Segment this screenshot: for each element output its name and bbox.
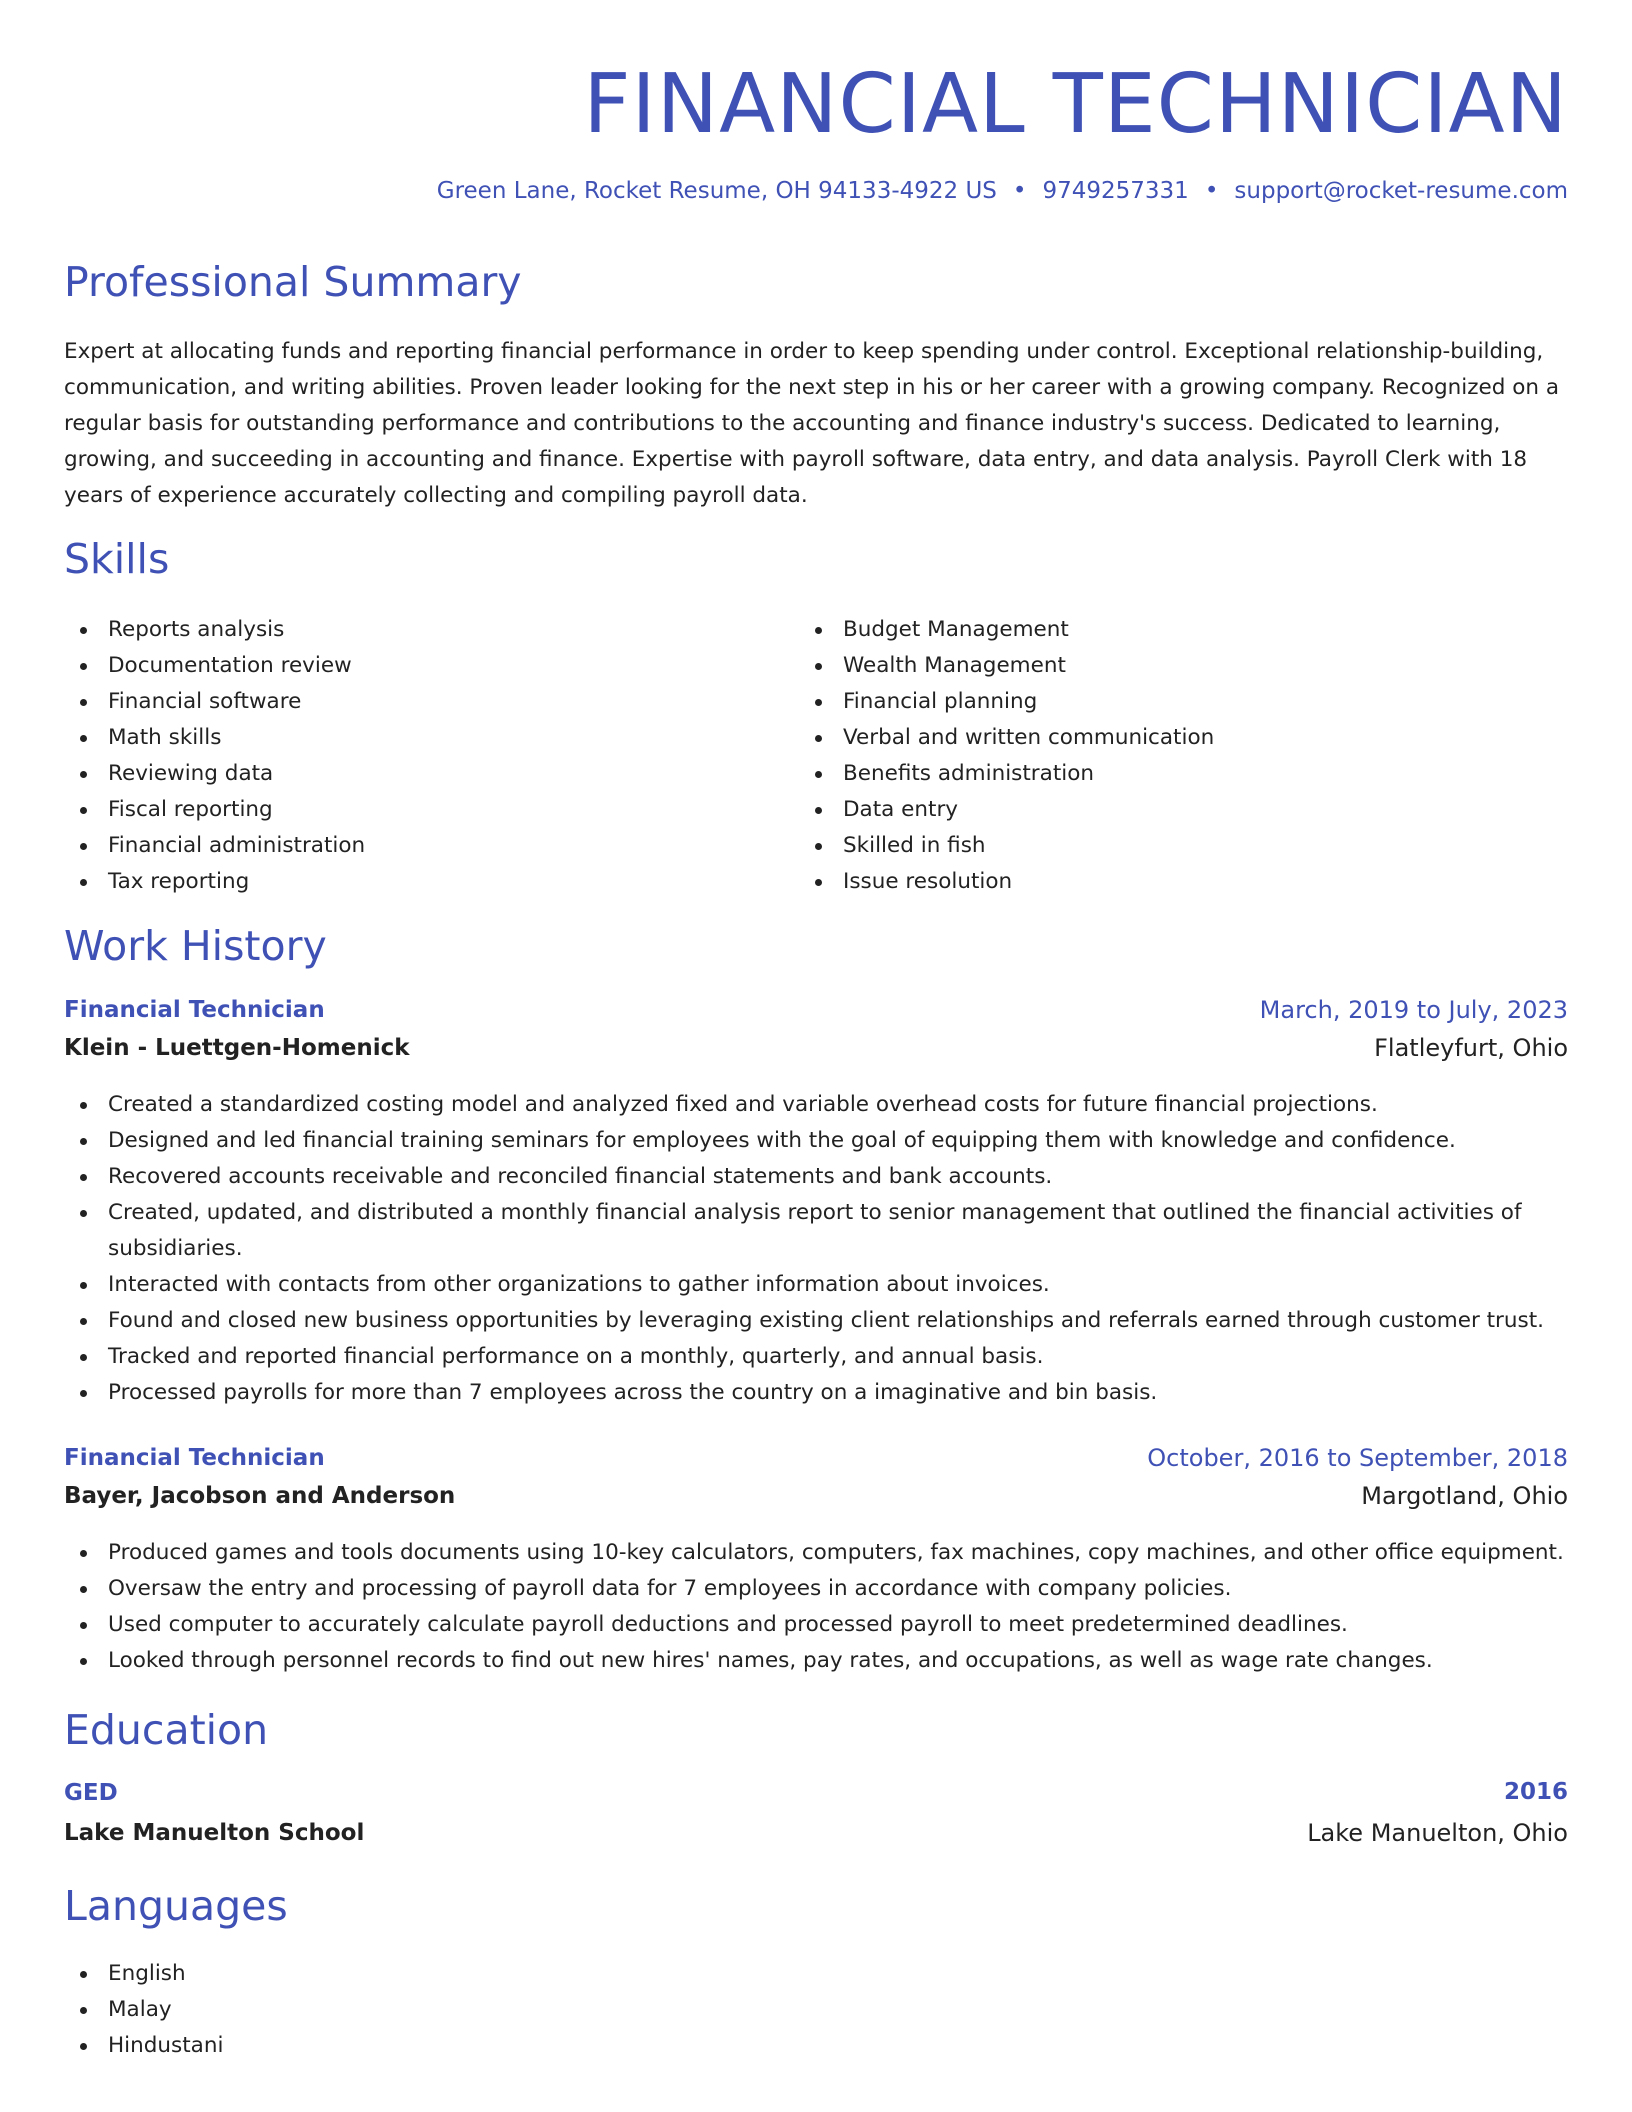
job-bullet: Interacted with contacts from other organizations to gather information about invoices. xyxy=(64,1267,1568,1303)
job-bullet: Found and closed new business opportunities by leveraging existing client relationships and referrals earned through customer trust. xyxy=(64,1303,1568,1339)
section-title-skills: Skills xyxy=(64,535,170,583)
job-bullet: Used computer to accurately calculate payroll deductions and processed payroll to meet predetermined deadlines. xyxy=(64,1607,1568,1643)
section-title-education: Education xyxy=(64,1706,269,1754)
contact-separator: • xyxy=(1012,178,1027,204)
job-bullet: Produced games and tools documents using 10-key calculators, computers, fax machines, copy machines, and other office equipment. xyxy=(64,1535,1568,1571)
languages-list xyxy=(64,1956,664,2064)
education-school: Lake Manuelton School xyxy=(64,1820,365,1846)
skill-item: Financial planning xyxy=(799,684,1499,720)
skill-item: Financial administration xyxy=(64,828,764,864)
education-year: 2016 xyxy=(1503,1779,1568,1805)
summary-text: Expert at allocating funds and reporting financial performance in order to keep spending under control. Exceptional relationship-building, communication, and writing abilities. Proven leader looking for the next step in his or her career with a growing company. Recognized on a regular basis for outstanding performance and contributions to the accounting and finance industry's success. Dedicated to learning, growing, and succeeding in accounting and finance. Expertise with payroll software, data entry, and data analysis. Payroll Clerk with 18 years of experience accurately collecting and compiling payroll data. xyxy=(64,339,1560,508)
skill-item: Financial software xyxy=(64,684,764,720)
language-item: Hindustani xyxy=(64,2028,664,2064)
address: Green Lane, Rocket Resume, OH 94133-4922 US xyxy=(436,178,997,204)
contact-separator: • xyxy=(1204,178,1219,204)
education-location: Lake Manuelton, Ohio xyxy=(1307,1819,1568,1847)
skill-item: Benefits administration xyxy=(799,756,1499,792)
job-bullets xyxy=(64,1087,1568,1411)
email: support@rocket-resume.com xyxy=(1234,178,1568,204)
skill-item: Fiscal reporting xyxy=(64,792,764,828)
job-bullet: Processed payrolls for more than 7 employees across the country on a imaginative and bin basis. xyxy=(64,1375,1568,1411)
contact-line xyxy=(437,178,1568,204)
section-title-languages: Languages xyxy=(64,1882,288,1930)
skill-item: Wealth Management xyxy=(799,648,1499,684)
language-item: English xyxy=(64,1956,664,1992)
section-title-work: Work History xyxy=(64,922,327,970)
skill-item: Reports analysis xyxy=(64,612,764,648)
job-title: Financial Technician xyxy=(64,997,325,1023)
job-bullet: Created, updated, and distributed a monthly financial analysis report to senior management that outlined the financial activities of subsidiaries. xyxy=(64,1195,1568,1267)
job-bullet: Tracked and reported financial performance on a monthly, quarterly, and annual basis. xyxy=(64,1339,1568,1375)
skills-list-right xyxy=(799,612,1499,900)
job-bullet: Looked through personnel records to find out new hires' names, pay rates, and occupations, as well as wage rate changes. xyxy=(64,1643,1568,1679)
job-bullet: Oversaw the entry and processing of payroll data for 7 employees in accordance with company policies. xyxy=(64,1571,1568,1607)
skill-item: Tax reporting xyxy=(64,864,764,900)
job-bullet: Recovered accounts receivable and reconciled financial statements and bank accounts. xyxy=(64,1159,1568,1195)
skills-list-left xyxy=(64,612,764,900)
resume-title: FINANCIAL TECHNICIAN xyxy=(583,57,1568,152)
job-dates: October, 2016 to September, 2018 xyxy=(1147,1444,1568,1472)
job-company: Bayer, Jacobson and Anderson xyxy=(64,1483,456,1509)
education-degree: GED xyxy=(64,1780,118,1806)
skill-item: Documentation review xyxy=(64,648,764,684)
job-company: Klein - Luettgen-Homenick xyxy=(64,1035,410,1061)
job-bullet: Created a standardized costing model and analyzed fixed and variable overhead costs for future financial projections. xyxy=(64,1087,1568,1123)
job-bullets xyxy=(64,1535,1568,1679)
job-location: Margotland, Ohio xyxy=(1361,1482,1568,1510)
section-title-summary: Professional Summary xyxy=(64,258,522,306)
job-title: Financial Technician xyxy=(64,1445,325,1471)
skill-item: Math skills xyxy=(64,720,764,756)
skill-item: Issue resolution xyxy=(799,864,1499,900)
job-location: Flatleyfurt, Ohio xyxy=(1374,1034,1568,1062)
skill-item: Reviewing data xyxy=(64,756,764,792)
skill-item: Data entry xyxy=(799,792,1499,828)
job-dates: March, 2019 to July, 2023 xyxy=(1259,996,1568,1024)
skill-item: Verbal and written communication xyxy=(799,720,1499,756)
language-item: Malay xyxy=(64,1992,664,2028)
skill-item: Budget Management xyxy=(799,612,1499,648)
job-bullet: Designed and led financial training seminars for employees with the goal of equipping them with knowledge and confidence. xyxy=(64,1123,1568,1159)
skill-item: Skilled in fish xyxy=(799,828,1499,864)
phone: 9749257331 xyxy=(1042,178,1189,204)
